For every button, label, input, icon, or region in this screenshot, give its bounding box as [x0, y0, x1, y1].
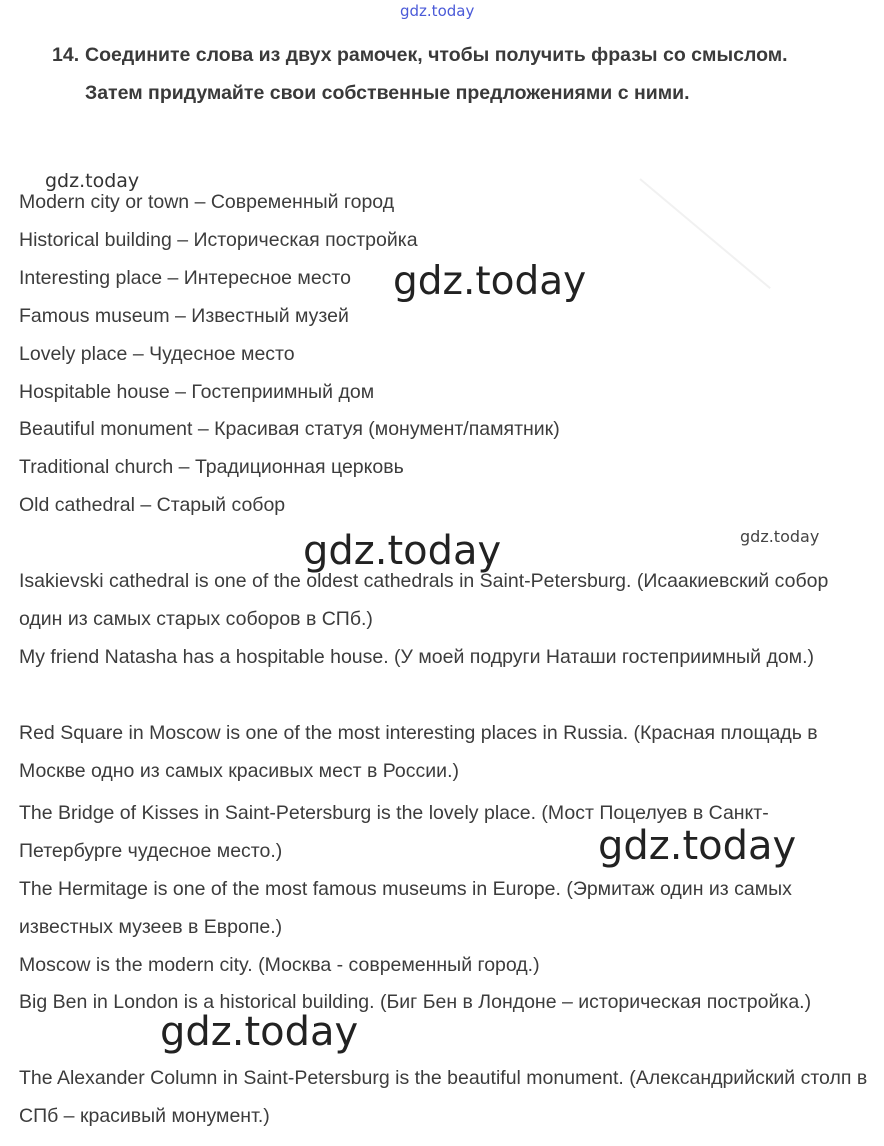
sentence-item: Moscow is the modern city. (Москва - современный город.)	[19, 954, 540, 976]
phrase-item: Old cathedral – Старый собор	[19, 494, 286, 516]
watermark: gdz.today	[400, 2, 475, 20]
sentence-item: Isakievski cathedral is one of the oldest cathedrals in Saint-Petersburg. (Исаакиевский собор один из самых старых соборов в СПб.)	[19, 570, 829, 630]
watermark: gdz.today	[303, 528, 502, 574]
watermark: gdz.today	[740, 527, 820, 546]
watermark: gdz.today	[160, 1009, 359, 1055]
sentence-item: The Alexander Column in Saint-Petersburg is the beautiful monument. (Александрийский столп в СПб – красивый монумент.)	[19, 1067, 868, 1127]
phrase-item: Interesting place – Интересное место	[19, 267, 351, 289]
sentence-item: Red Square in Moscow is one of the most interesting places in Russia. (Красная площадь в Москве одно из самых красивых мест в России.)	[19, 722, 818, 782]
phrase-item: Beautiful monument – Красивая статуя (монумент/памятник)	[19, 418, 560, 440]
phrase-item: Traditional church – Традиционная церковь	[19, 456, 404, 478]
watermark: gdz.today	[45, 170, 140, 192]
phrase-item: Historical building – Историческая постройка	[19, 229, 418, 251]
task-text: Соедините слова из двух рамочек, чтобы получить фразы со смыслом. Затем придумайте свои собственные предложениями с ними.	[85, 44, 788, 104]
phrase-item: Hospitable house – Гостеприимный дом	[19, 381, 375, 403]
watermark: gdz.today	[598, 823, 797, 869]
watermark: gdz.today	[393, 259, 587, 304]
phrase-item: Modern city or town – Современный город	[19, 191, 395, 213]
task-heading	[52, 36, 842, 112]
phrase-item: Famous museum – Известный музей	[19, 305, 349, 327]
sentence-item: The Hermitage is one of the most famous museums in Europe. (Эрмитаж один из самых известных музеев в Европе.)	[19, 878, 792, 938]
sentence-item: The Bridge of Kisses in Saint-Petersburg is the lovely place. (Мост Поцелуев в Санкт-Петербурге чудесное место.)	[19, 802, 769, 862]
task-number: 14.	[52, 44, 80, 66]
sentence-item: Big Ben in London is a historical building. (Биг Бен в Лондоне – историческая постройка.)	[19, 991, 812, 1013]
phrase-item: Lovely place – Чудесное место	[19, 343, 295, 365]
decorative-line	[639, 178, 771, 289]
sentence-item: My friend Natasha has a hospitable house. (У моей подруги Наташи гостеприимный дом.)	[19, 646, 814, 668]
